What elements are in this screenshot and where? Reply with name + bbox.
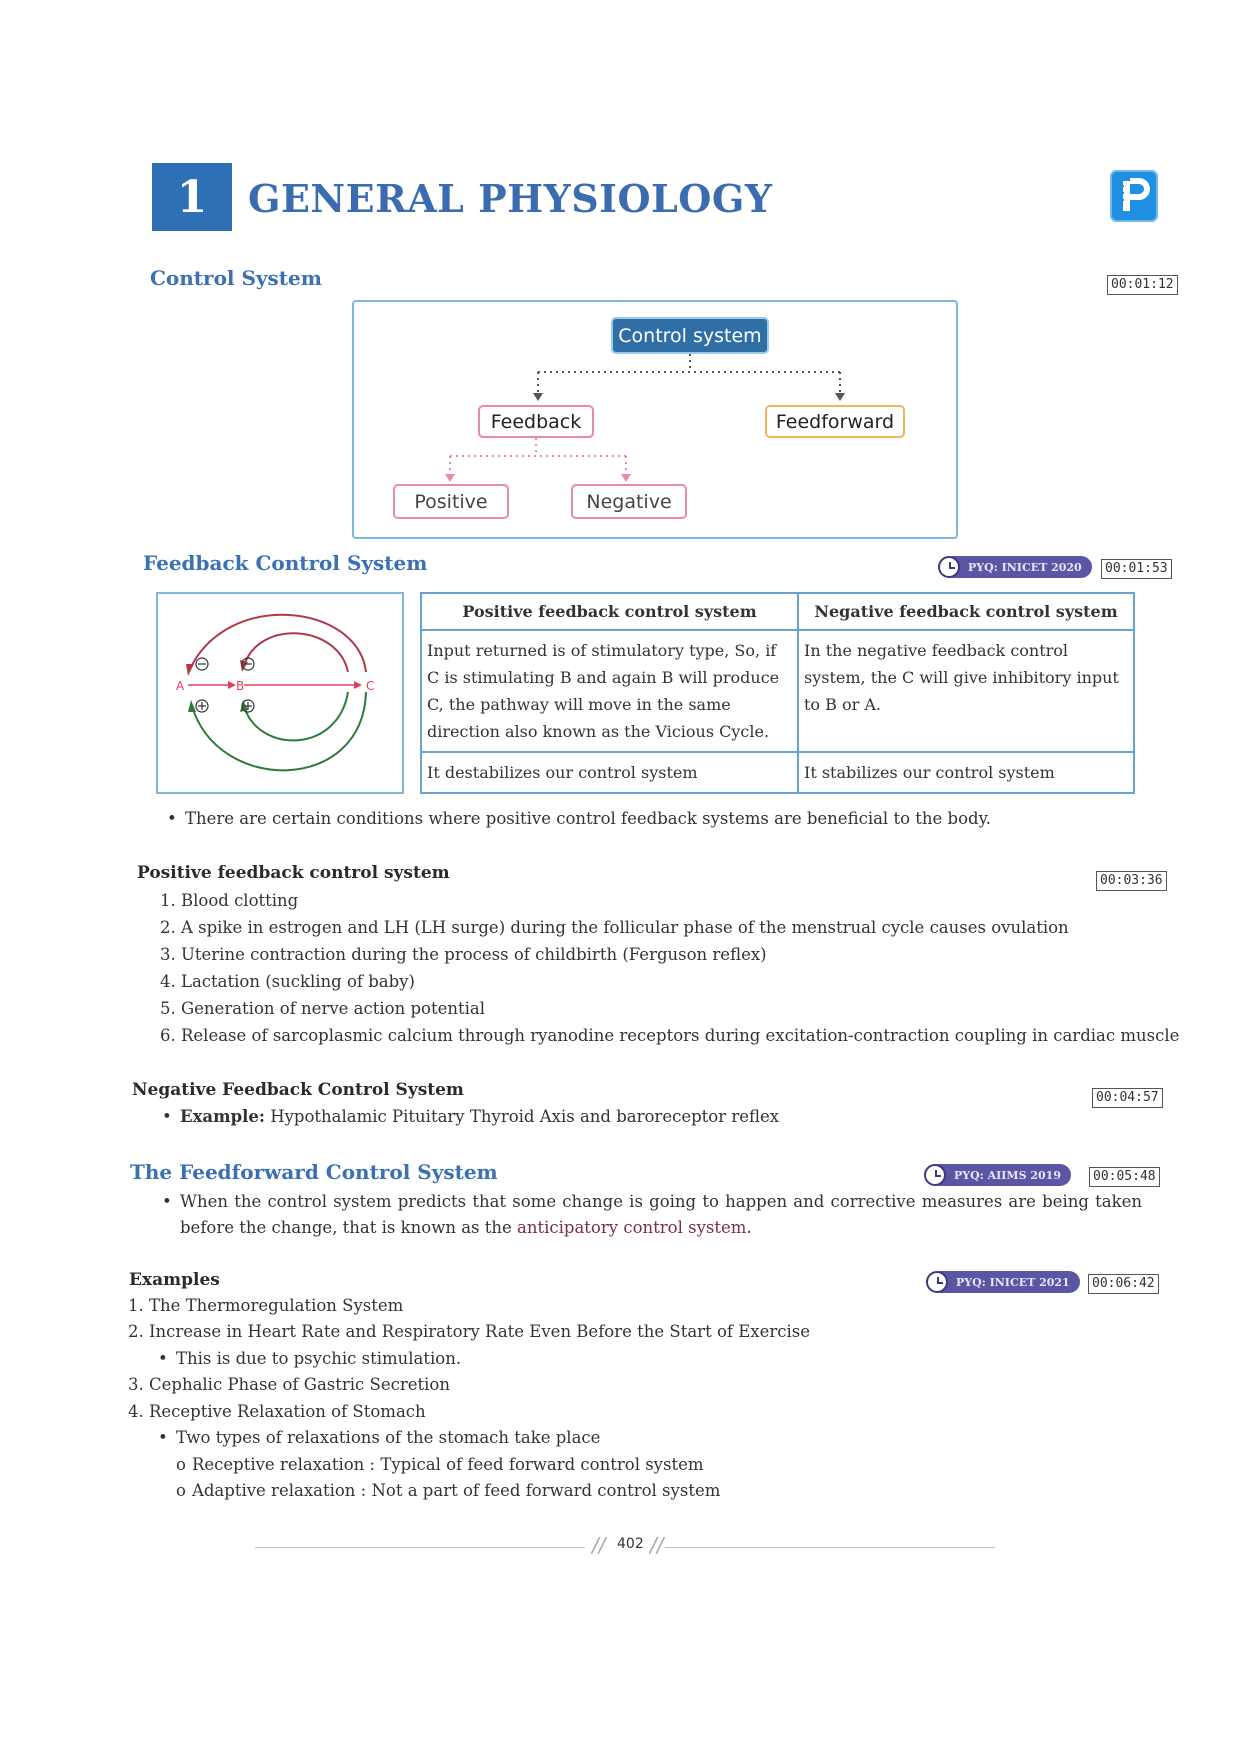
timestamp-examples[interactable]: 00:06:42 (1088, 1274, 1159, 1294)
circle-bullet-icon: o (176, 1481, 186, 1500)
timestamp-negative-feedback[interactable]: 00:04:57 (1092, 1088, 1163, 1108)
figure-label-b: B (236, 679, 245, 693)
list-item: 4. Receptive Relaxation of Stomach (128, 1402, 426, 1421)
list-item: 2. Increase in Heart Rate and Respiratory Rate Even Before the Start of Exercise (128, 1322, 810, 1341)
feedback-note: • There are certain conditions where positive control feedback systems are beneficial to the body. (185, 809, 991, 828)
examples-heading: Examples (129, 1270, 220, 1290)
figure-label-c: C (366, 679, 375, 693)
table-cell: Input returned is of stimulatory type, So, if C is stimulating B and again B will produce C, the pathway will move in the same direction also known as the Vicious Cycle. (421, 630, 798, 752)
anticipatory-term: anticipatory control system (517, 1218, 747, 1237)
list-subitem: • Two types of relaxations of the stomach take place (176, 1428, 600, 1447)
table-cell: In the negative feedback control system, the C will give inhibitory input to B or A. (798, 630, 1134, 752)
clock-icon (924, 1164, 946, 1186)
footer-slash-icon: // (650, 1533, 664, 1557)
negative-feedback-example (180, 1107, 779, 1126)
list-item: 3. Cephalic Phase of Gastric Secretion (128, 1375, 450, 1394)
feedback-control-heading: Feedback Control System (143, 551, 428, 575)
list-item: 4. Lactation (suckling of baby) (160, 972, 415, 991)
clock-icon (926, 1271, 948, 1293)
timestamp-positive-feedback[interactable]: 00:03:36 (1096, 871, 1167, 891)
chapter-number: 1 (152, 163, 232, 231)
node-negative: Negative (571, 484, 687, 519)
pyq-badge-aiims-2019[interactable]: PYQ: AIIMS 2019 (928, 1164, 1071, 1186)
timestamp-control-system[interactable]: 00:01:12 (1107, 275, 1178, 295)
list-item: 2. A spike in estrogen and LH (LH surge) during the follicular phase of the menstrual cycle causes ovulation (160, 918, 1069, 937)
example-text: Hypothalamic Pituitary Thyroid Axis and baroreceptor reflex (264, 1107, 780, 1126)
list-subsubitem: o Receptive relaxation : Typical of feed forward control system (176, 1455, 704, 1474)
example-label: Example: (180, 1107, 265, 1126)
list-item: 1. Blood clotting (160, 891, 299, 910)
positive-feedback-heading: Positive feedback control system (137, 863, 450, 883)
figure-label-a: A (176, 679, 185, 693)
clock-icon (938, 556, 960, 578)
feedforward-definition: • When the control system predicts that some change is going to happen and corrective measures are being taken before the change, that is known as the anticipatory control system. (180, 1189, 1142, 1241)
list-subitem: • This is due to psychic stimulation. (176, 1349, 461, 1368)
node-control-system: Control system (611, 317, 769, 354)
control-system-heading: Control System (150, 266, 322, 290)
feedforward-heading: The Feedforward Control System (130, 1160, 498, 1184)
footer-divider-left (255, 1547, 585, 1548)
table-row (421, 630, 1134, 752)
page-number: 402 (617, 1536, 644, 1552)
circle-bullet-icon: o (176, 1455, 186, 1474)
timestamp-feedforward[interactable]: 00:05:48 (1089, 1167, 1160, 1187)
list-item: 3. Uterine contraction during the process of childbirth (Ferguson reflex) (160, 945, 767, 964)
footer-divider-right (665, 1547, 995, 1548)
pyq-badge-inicet-2020[interactable]: PYQ: INICET 2020 (942, 556, 1092, 578)
timestamp-feedback-control[interactable]: 00:01:53 (1101, 559, 1172, 579)
table-cell: It stabilizes our control system (798, 752, 1134, 793)
node-feedback: Feedback (478, 405, 594, 438)
feedback-comparison-table (420, 592, 1135, 794)
negative-feedback-heading: Negative Feedback Control System (132, 1080, 464, 1100)
table-row (421, 752, 1134, 793)
list-item: 5. Generation of nerve action potential (160, 999, 485, 1018)
list-item: 1. The Thermoregulation System (128, 1296, 404, 1315)
table-header-row (421, 593, 1134, 630)
table-header-positive: Positive feedback control system (421, 593, 798, 630)
node-positive: Positive (393, 484, 509, 519)
footer-slash-icon: // (592, 1533, 606, 1557)
feedback-loop-figure (156, 592, 404, 794)
list-item: 6. Release of sarcoplasmic calcium through ryanodine receptors during excitation-contraction coupling in cardiac muscle (160, 1026, 1180, 1045)
table-cell: It destabilizes our control system (421, 752, 798, 793)
pyq-badge-inicet-2021[interactable]: PYQ: INICET 2021 (930, 1271, 1080, 1293)
table-header-negative: Negative feedback control system (798, 593, 1134, 630)
chapter-title: GENERAL PHYSIOLOGY (248, 176, 773, 221)
node-feedforward: Feedforward (765, 405, 905, 438)
list-subsubitem: o Adaptive relaxation : Not a part of feed forward control system (176, 1481, 721, 1500)
